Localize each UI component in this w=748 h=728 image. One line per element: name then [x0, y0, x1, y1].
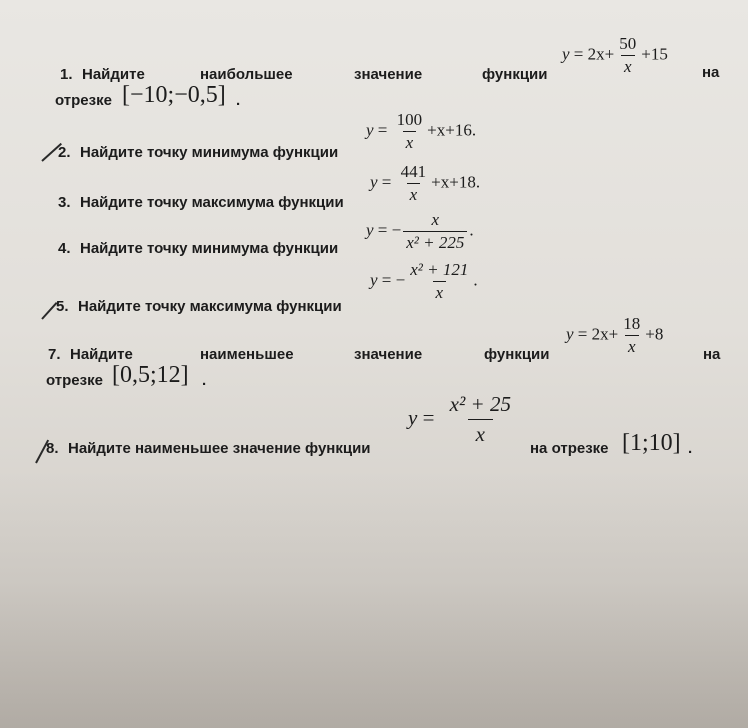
problem-1-word-3: значение	[354, 66, 423, 83]
problem-1-fraction: $\frac{50}{x}$	[619, 34, 637, 76]
problem-1-formula: y = 2x+ $\frac{50}{x}$ +15	[562, 34, 668, 76]
problem-1-word-4: функции	[482, 66, 548, 83]
problem-8-end: .	[688, 440, 693, 457]
problem-3-text: Найдите точку максимума функции	[80, 194, 344, 211]
problem-7-word-2: наименьшее	[200, 346, 294, 363]
problem-1-number: 1.	[60, 66, 73, 83]
problem-7-fraction: $\frac{18}{x}$	[623, 314, 641, 356]
problem-5-number: 5.	[56, 298, 69, 315]
problem-7-word-3: значение	[354, 346, 423, 363]
problem-8-fraction: $\frac{\text{x² + 25}}{x}$	[449, 392, 511, 446]
problem-2-fraction: $\frac{100}{x}$	[396, 110, 423, 152]
problem-1-after: на	[702, 64, 720, 81]
problem-7-word-4: функции	[484, 346, 550, 363]
problem-7-after: на	[703, 346, 721, 363]
problem-4-text: Найдите точку минимума функции	[80, 240, 339, 257]
problem-8-after: на отрезке	[530, 440, 609, 457]
problem-1-interval: [−10;−0,5]	[122, 82, 226, 108]
problem-8-number: 8.	[46, 440, 59, 457]
problem-8-text: Найдите наименьшее значение функции	[68, 440, 371, 457]
problem-7-line2: отрезке	[46, 372, 103, 389]
problem-8-formula: y = $\frac{\text{x² + 25}}{x}$	[408, 392, 521, 447]
problem-7-interval: [0,5;12]	[112, 362, 189, 388]
problem-5-fraction: $\frac{\text{x² + 121}}{x}$	[410, 260, 469, 302]
problem-4-formula: y = − $\frac{x}{\text{x² + 225}}$ .	[366, 210, 474, 252]
problem-7-number: 7.	[48, 346, 61, 363]
problem-1-word-1: Найдите	[82, 66, 145, 83]
problem-7-end: .	[202, 372, 207, 389]
problem-2-number: 2.	[58, 144, 71, 161]
paper-shadow	[0, 470, 748, 728]
problem-5-formula: y = − $\frac{\text{x² + 121}}{x}$ .	[370, 260, 478, 302]
problem-4-number: 4.	[58, 240, 71, 257]
problem-1-word-2: наибольшее	[200, 66, 293, 83]
problem-5-text: Найдите точку максимума функции	[78, 298, 342, 315]
problem-8-interval: [1;10]	[622, 430, 681, 456]
problem-2-text: Найдите точку минимума функции	[80, 144, 339, 161]
problem-7-formula: y = 2x+ $\frac{18}{x}$ +8	[566, 314, 664, 356]
problem-4-fraction: $\frac{x}{\text{x² + 225}}$	[403, 210, 467, 253]
problem-3-number: 3.	[58, 194, 71, 211]
problem-3-fraction: $\frac{441}{x}$	[400, 162, 427, 204]
problem-3-formula: y = $\frac{441}{x}$ +x+18.	[370, 162, 481, 204]
problem-1-line2: отрезке	[55, 92, 112, 109]
problem-1-end: .	[236, 92, 241, 109]
problem-7-word-1: Найдите	[70, 346, 133, 363]
problem-2-formula: y = $\frac{100}{x}$ +x+16.	[366, 110, 477, 152]
